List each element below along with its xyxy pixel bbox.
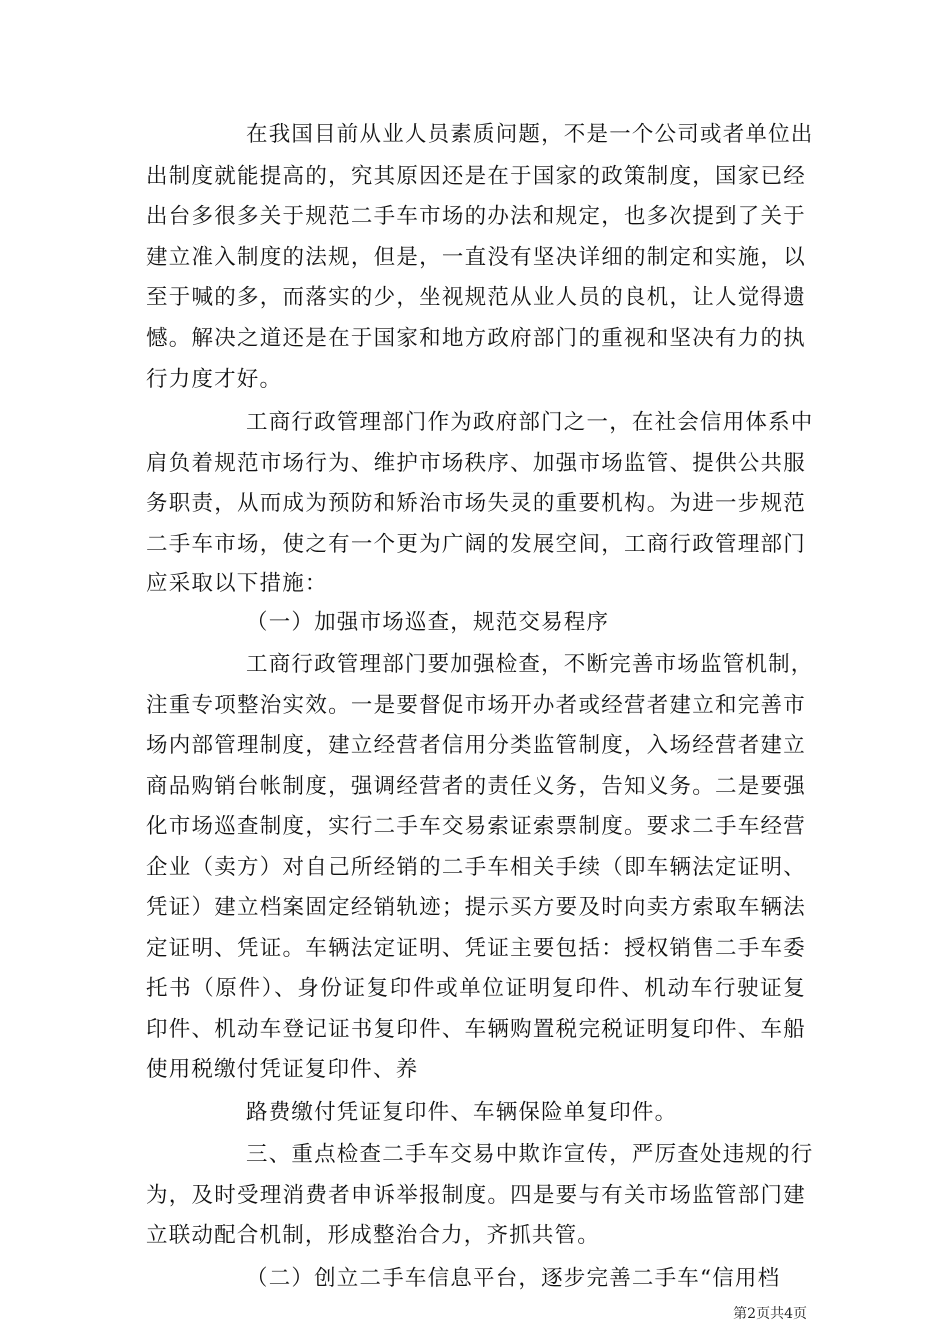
text-line: 二手车市场，使之有一个更为广阔的发展空间，工商行政管理部门 (146, 532, 806, 557)
text-line: 工商行政管理部门要加强检查，不断完善市场监管机制， (246, 652, 814, 677)
text-line: 建立准入制度的法规，但是，一直没有坚决详细的制定和实施，以 (146, 245, 806, 270)
text-line: 注重专项整治实效。一是要督促市场开办者或经营者建立和完善市 (146, 693, 806, 718)
text-line: 为，及时受理消费者申诉举报制度。四是要与有关市场监管部门建 (146, 1183, 806, 1208)
text-line: 托书（原件）、身份证复印件或单位证明复印件、机动车行驶证复 (146, 976, 806, 1001)
text-line: 商品购销台帐制度，强调经营者的责任义务，告知义务。二是要强 (146, 774, 806, 799)
text-line: 务职责，从而成为预防和矫治市场失灵的重要机构。为进一步规范 (146, 491, 806, 516)
text-line: 定证明、凭证。车辆法定证明、凭证主要包括：授权销售二手车委 (146, 936, 806, 961)
text-line: 至于喊的多，而落实的少，坐视规范从业人员的良机，让人觉得遗 (146, 285, 806, 310)
text-line: 印件、机动车登记证书复印件、车辆购置税完税证明复印件、车船 (146, 1017, 806, 1042)
text-line: 企业（卖方）对自己所经销的二手车相关手续（即车辆法定证明、 (146, 855, 806, 880)
text-line: 出制度就能提高的，究其原因还是在于国家的政策制度，国家已经 (146, 164, 806, 189)
section-heading: （一）加强市场巡查，规范交易程序 (246, 610, 610, 635)
text-line: 场内部管理制度，建立经营者信用分类监管制度，入场经营者建立 (146, 733, 806, 758)
text-line: 肩负着规范市场行为、维护市场秩序、加强市场监管、提供公共服 (146, 451, 806, 476)
text-line: 在我国目前从业人员素质问题，不是一个公司或者单位出 (246, 122, 814, 147)
text-line: 应采取以下措施： (146, 571, 328, 596)
text-line: 使用税缴付凭证复印件、养 (146, 1057, 419, 1082)
text-line: 憾。解决之道还是在于国家和地方政府部门的重视和坚决有力的执 (146, 326, 806, 351)
text-line: 凭证）建立档案固定经销轨迹；提示买方要及时向卖方索取车辆法 (146, 895, 806, 920)
text-line: 出台多很多关于规范二手车市场的办法和规定，也多次提到了关于 (146, 204, 806, 229)
text-line: 路费缴付凭证复印件、车辆保险单复印件。 (246, 1100, 678, 1125)
text-line: 三、重点检查二手车交易中欺诈宣传，严厉查处违规的行 (246, 1142, 814, 1167)
page-number: 第2页共4页 (733, 1306, 807, 1322)
text-line: 工商行政管理部门作为政府部门之一，在社会信用体系中 (246, 410, 814, 435)
text-line: 立联动配合机制，形成整治合力，齐抓共管。 (146, 1223, 601, 1248)
text-line: 行力度才好。 (146, 367, 283, 392)
text-line: 化市场巡查制度，实行二手车交易索证索票制度。要求二手车经营 (146, 814, 806, 839)
section-heading: （二）创立二手车信息平台，逐步完善二手车“信用档 (246, 1266, 781, 1291)
